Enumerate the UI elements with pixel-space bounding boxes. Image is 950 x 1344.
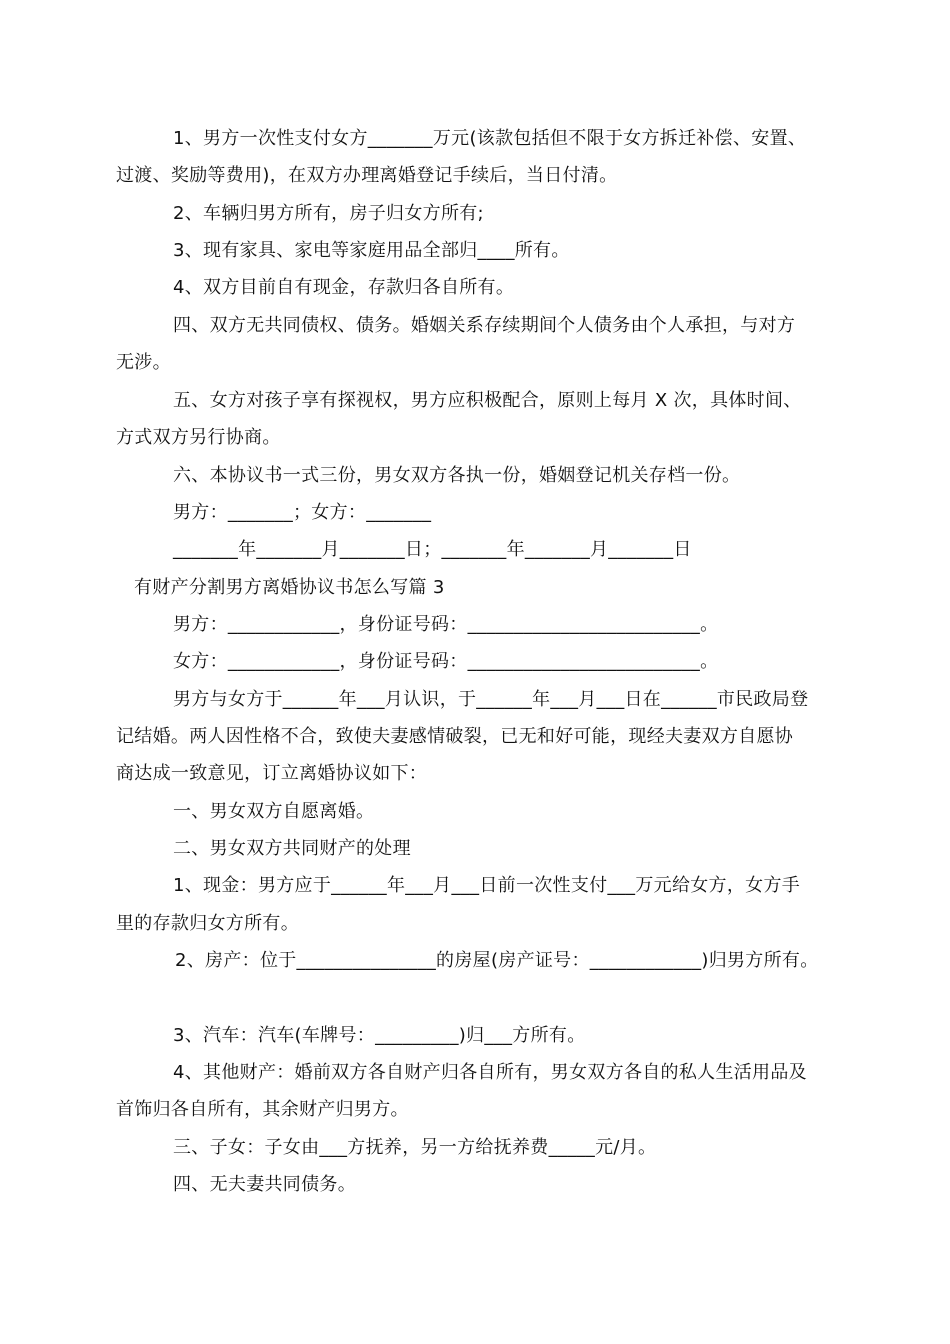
intro-line-3: 商达成一致意见，订立离婚协议如下： xyxy=(116,763,428,784)
other-property-line-1: 4、其他财产：婚前双方各自财产归各自所有，男女双方各自的私人生活用品及 xyxy=(173,1062,807,1083)
intro-line-2: 记结婚。两人因性格不合，致使夫妻感情破裂，已无和好可能，现经夫妻双方自愿协 xyxy=(116,726,794,747)
children-line: 三、子女：子女由___方抚养，另一方给抚养费_____元/月。 xyxy=(173,1137,657,1158)
section-heading: 有财产分割男方离婚协议书怎么写篇 3 xyxy=(134,577,445,598)
clause-1-line-2: 过渡、奖励等费用)，在双方办理离婚登记手续后，当日付清。 xyxy=(116,165,618,186)
property-line: 2、房产：位于_______________的房屋(房产证号：____________)归男方所有。 xyxy=(175,950,819,971)
clause-2: 2、车辆归男方所有，房子归女方所有; xyxy=(173,203,484,224)
clause-4: 4、双方目前自有现金，存款归各自所有。 xyxy=(173,277,515,298)
male-id-line: 男方：____________，身份证号码：_________________________。 xyxy=(173,614,719,635)
article-1: 一、男女双方自愿离婚。 xyxy=(173,801,375,822)
section-5-line-2: 方式双方另行协商。 xyxy=(116,427,281,448)
section-6: 六、本协议书一式三份，男女双方各执一份，婚姻登记机关存档一份。 xyxy=(173,465,741,486)
article-2: 二、男女双方共同财产的处理 xyxy=(173,838,411,859)
date-line: _______年_______月_______日；_______年_______月_______日 xyxy=(173,539,692,560)
section-4-line-2: 无涉。 xyxy=(116,352,171,373)
section-4-line-1: 四、双方无共同债权、债务。婚姻关系存续期间个人债务由个人承担，与对方 xyxy=(173,315,796,336)
car-line: 3、汽车：汽车(车牌号：_________)归___方所有。 xyxy=(173,1025,586,1046)
intro-line-1: 男方与女方于______年___月认识，于______年___月___日在______市民政局登 xyxy=(173,689,809,710)
cash-line-1: 1、现金：男方应于______年___月___日前一次性支付___万元给女方，女方手 xyxy=(173,875,801,896)
clause-1-line-1: 1、男方一次性支付女方_______万元(该款包括但不限于女方拆迁补偿、安置、 xyxy=(173,128,807,149)
debt-line: 四、无夫妻共同债务。 xyxy=(173,1174,356,1195)
female-id-line: 女方：____________，身份证号码：_________________________。 xyxy=(173,651,719,672)
other-property-line-2: 首饰归各自所有，其余财产归男方。 xyxy=(116,1099,409,1120)
cash-line-2: 里的存款归女方所有。 xyxy=(116,913,299,934)
signature-line: 男方：_______；女方：_______ xyxy=(173,502,432,523)
section-5-line-1: 五、女方对孩子享有探视权，男方应积极配合，原则上每月 X 次，具体时间、 xyxy=(173,390,802,411)
clause-3: 3、现有家具、家电等家庭用品全部归____所有。 xyxy=(173,240,570,261)
